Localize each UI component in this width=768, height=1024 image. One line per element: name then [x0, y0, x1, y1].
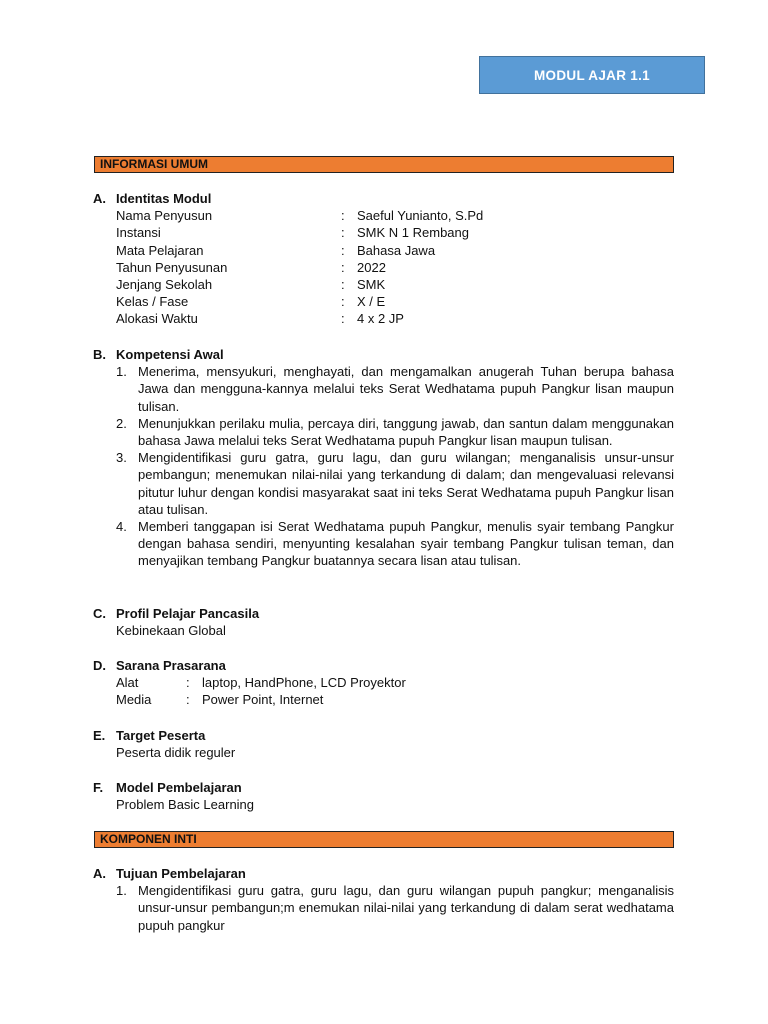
- info-value: 2022: [357, 259, 386, 275]
- info-key: Jenjang Sekolah: [116, 277, 213, 293]
- info-value: SMK: [357, 277, 386, 293]
- list-number: 4.: [116, 519, 127, 535]
- info-value: SMK N 1 Rembang: [357, 225, 469, 241]
- info-key: Nama Penyusun: [116, 208, 213, 224]
- info-value: X / E: [357, 294, 386, 310]
- info-row: [116, 224, 483, 241]
- info-value: Bahasa Jawa: [357, 242, 436, 258]
- module-badge: MODUL AJAR 1.1: [479, 56, 705, 94]
- section-text: Kebinekaan Global: [116, 623, 226, 639]
- info-value: 4 x 2 JP: [357, 311, 404, 327]
- list-item: [116, 449, 674, 518]
- info-colon: :: [341, 277, 345, 293]
- info-colon: :: [186, 692, 190, 708]
- tujuan-list: [93, 882, 674, 934]
- section-sarana-prasarana: [93, 657, 406, 709]
- section-title: F. Model Pembelajaran: [93, 780, 242, 795]
- info-key: Tahun Penyusunan: [116, 259, 228, 275]
- info-key: Media: [116, 692, 152, 708]
- section-text: Problem Basic Learning: [116, 797, 255, 813]
- info-value: laptop, HandPhone, LCD Proyektor: [202, 675, 406, 691]
- section-title: B. Kompetensi Awal: [93, 347, 224, 362]
- info-key: Kelas / Fase: [116, 294, 189, 310]
- info-row: [116, 207, 483, 224]
- list-number: 2.: [116, 415, 127, 431]
- section-title: D. Sarana Prasarana: [93, 658, 226, 673]
- list-number: 1.: [116, 364, 127, 380]
- info-row: [116, 691, 406, 708]
- kompetensi-list: [93, 363, 674, 569]
- info-row: [116, 259, 483, 276]
- info-row: [116, 674, 406, 691]
- section-tujuan-pembelajaran: [93, 865, 674, 934]
- list-number: 1.: [116, 883, 127, 899]
- info-colon: :: [341, 225, 345, 241]
- section-identitas-modul: [93, 190, 483, 328]
- list-text: Menunjukkan perilaku mulia, percaya diri, tanggung jawab, dan santun dalam menggunakan bahasa Jawa melalui teks Serat Wedhatama pupuh Pangkur lisan maupun tulisan.: [138, 415, 674, 449]
- section-target-peserta: [93, 727, 235, 761]
- info-colon: :: [341, 294, 345, 310]
- info-colon: :: [341, 311, 345, 327]
- list-item: [116, 363, 674, 415]
- info-key: Instansi: [116, 225, 161, 241]
- list-number: 3.: [116, 450, 127, 466]
- info-colon: :: [341, 208, 345, 224]
- list-text: Memberi tanggapan isi Serat Wedhatama pupuh Pangkur, menulis syair tembang Pangkur dengan bahasa sendiri, menyunting kesalahan syair tembang Pangkur tulisan teman, dan menyajikan tembang Pangkur buatannya secara lisan atau tulisan.: [138, 519, 674, 569]
- info-row: [116, 293, 483, 310]
- section-title: E. Target Peserta: [93, 728, 206, 743]
- info-colon: :: [186, 675, 190, 691]
- section-header-komponen-inti: KOMPONEN INTI: [94, 831, 674, 848]
- info-value: Saeful Yunianto, S.Pd: [357, 208, 484, 224]
- info-colon: :: [341, 242, 345, 258]
- section-profil-pelajar: [93, 605, 259, 639]
- info-row: [116, 276, 483, 293]
- info-key: Mata Pelajaran: [116, 242, 204, 258]
- list-text: Menerima, mensyukuri, menghayati, dan mengamalkan anugerah Tuhan berupa bahasa Jawa dan mengguna-kannya melalui teks Serat Wedhatama pupuh Pangkur lisan maupun tulisan.: [138, 364, 674, 414]
- list-item: [116, 882, 674, 934]
- list-item: [116, 518, 674, 570]
- identitas-table: [93, 207, 483, 327]
- section-model-pembelajaran: [93, 779, 254, 813]
- info-row: [116, 310, 483, 327]
- section-text: Peserta didik reguler: [116, 745, 236, 761]
- section-title: A. Tujuan Pembelajaran: [93, 866, 246, 881]
- list-item: [116, 415, 674, 449]
- info-key: Alat: [116, 675, 139, 691]
- list-text: Mengidentifikasi guru gatra, guru lagu, dan guru wilangan pupuh pangkur; menganalisis unsur-unsur pembangun;m enemukan nilai-nilai yang terkandung di dalam serat wedhatama pupuh pangkur: [138, 883, 674, 933]
- section-title: C. Profil Pelajar Pancasila: [93, 606, 260, 621]
- sarana-table: [93, 674, 406, 708]
- info-value: Power Point, Internet: [202, 692, 324, 708]
- section-header-informasi-umum: INFORMASI UMUM: [94, 156, 674, 173]
- list-text: Mengidentifikasi guru gatra, guru lagu, dan guru wilangan; menganalisis unsur-unsur pembangun; menemukan nilai-nilai yang terkandung di dalam; dan mengevaluasi relevansi pitutur luhur dengan kondisi masyarakat saat ini teks Serat Wedhatama pupuh Pangkur lisan atau tulisan.: [138, 450, 674, 517]
- section-kompetensi-awal: [93, 346, 674, 570]
- section-title: A. Identitas Modul: [93, 191, 212, 206]
- info-row: [116, 242, 483, 259]
- info-colon: :: [341, 259, 345, 275]
- info-key: Alokasi Waktu: [116, 311, 198, 327]
